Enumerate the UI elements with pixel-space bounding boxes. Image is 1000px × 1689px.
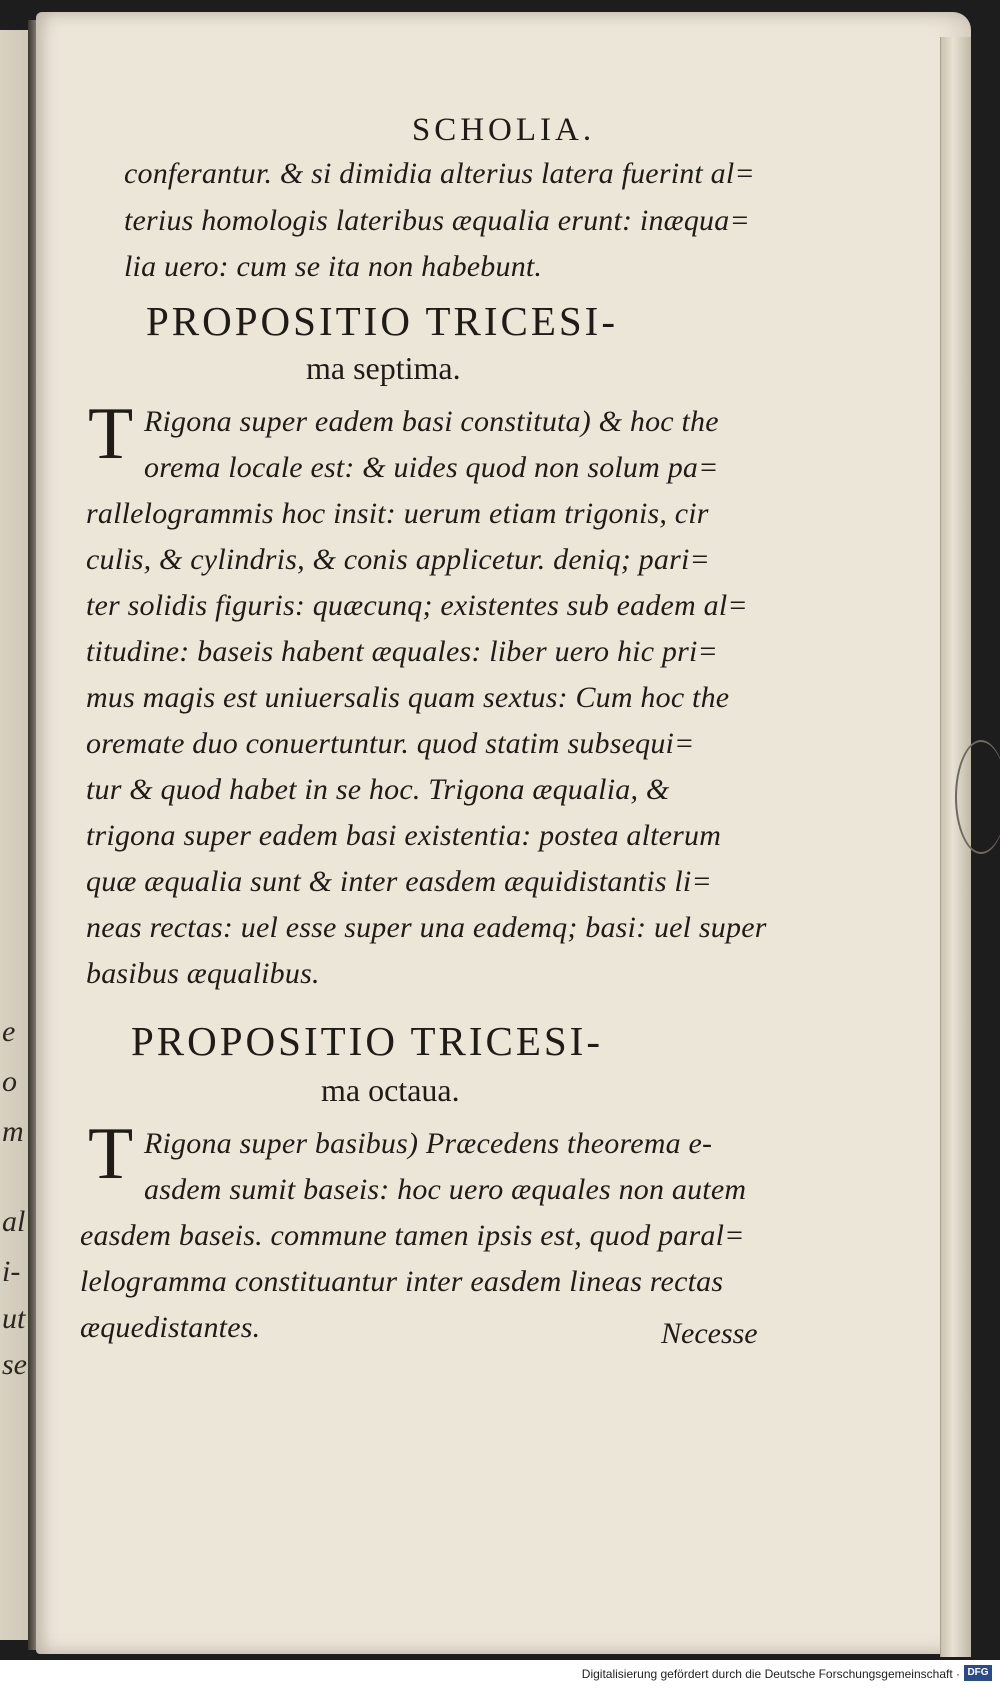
scholia-line: lia uero: cum se ita non habebunt. [124, 250, 543, 283]
proposition-38-heading: PROPOSITIO TRICESI- [131, 1018, 603, 1064]
paragraph-line: titudine: baseis habent æquales: liber uero hic pri= [86, 635, 718, 668]
proposition-37-heading: PROPOSITIO TRICESI- [146, 298, 618, 344]
drop-cap: T [88, 393, 134, 475]
funding-credit: Digitalisierung gefördert durch die Deutsche Forschungsgemeinschaft · [581, 1667, 960, 1681]
paragraph-line: ter solidis figuris: quæcunq; existentes sub eadem al= [86, 589, 748, 622]
paragraph-line: oremate duo conuertuntur. quod statim subsequi= [86, 727, 695, 760]
paragraph-line: Rigona super basibus) Præcedens theorema e- [144, 1127, 713, 1160]
scholia-line: conferantur. & si dimidia alterius latera fuerint al= [124, 157, 755, 190]
proposition-38-subheading: ma octaua. [321, 1072, 460, 1108]
margin-fragment: e [2, 1015, 16, 1048]
page-tab-outline [955, 740, 1000, 854]
proposition-37-subheading: ma septima. [306, 350, 461, 386]
paragraph-line: orema locale est: & uides quod non solum pa= [144, 451, 719, 484]
paragraph-line: mus magis est uniuersalis quam sextus: Cum hoc the [86, 681, 730, 714]
paragraph-line: tur & quod habet in se hoc. Trigona æqualia, & [86, 773, 670, 806]
paragraph-line: Rigona super eadem basi constituta) & hoc the [144, 405, 719, 438]
paragraph-line: neas rectas: uel esse super una eademq; basi: uel super [86, 911, 767, 944]
margin-fragment: al [2, 1205, 26, 1238]
page [36, 12, 971, 1654]
paragraph-line: lelogramma constituantur inter easdem lineas rectas [80, 1265, 724, 1298]
paragraph-line: easdem baseis. commune tamen ipsis est, quod paral= [80, 1219, 745, 1252]
page-edges [940, 37, 971, 1657]
paragraph-line: æquedistantes. [80, 1311, 261, 1344]
paragraph-line: asdem sumit baseis: hoc uero æquales non autem [144, 1173, 747, 1206]
scholia-line: terius homologis lateribus æqualia erunt: inæqua= [124, 204, 750, 237]
margin-fragment: m [2, 1115, 24, 1148]
margin-fragment: i- [2, 1255, 21, 1288]
paragraph-line: quæ æqualia sunt & inter easdem æquidistantis li= [86, 865, 712, 898]
running-header: SCHOLIA. [411, 112, 596, 148]
dfg-logo: DFG [964, 1665, 992, 1681]
catchword: Necesse [661, 1317, 758, 1350]
drop-cap: T [88, 1113, 134, 1195]
paragraph-line: basibus æqualibus. [86, 957, 320, 990]
paragraph-line: trigona super eadem basi existentia: postea alterum [86, 819, 722, 852]
paragraph-line: culis, & cylindris, & conis applicetur. deniq; pari= [86, 543, 710, 576]
facing-page-edge [0, 30, 30, 1640]
margin-fragment: o [2, 1065, 17, 1098]
margin-fragment: se [2, 1348, 27, 1381]
paragraph-line: rallelogrammis hoc insit: uerum etiam trigonis, cir [86, 497, 709, 530]
margin-fragment: ut [2, 1302, 26, 1335]
